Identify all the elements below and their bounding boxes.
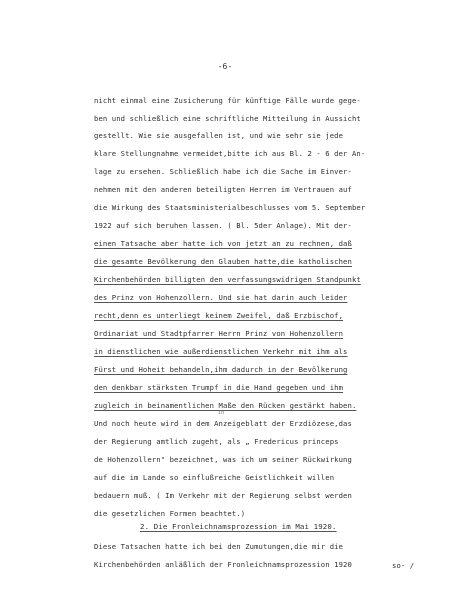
text-line-10: die gesamte Bevölkerung den Glauben hatte,die katholischen [94, 257, 352, 266]
text-line-11: Kirchenbehörden billigten den verfassungswidrigen Standpunkt [94, 275, 361, 284]
text-line-17: den denkbar stärksten Trumpf in die Hand gegeben und ihm [94, 383, 344, 392]
text-line-13: recht,denn es unterliegt keinem Zweifel, daß Erzbischof, [94, 311, 344, 320]
text-line-4: klare Stellungnahme vermeidet,bitte ich aus Bl. 2 - 6 der An- [94, 149, 366, 158]
text-line-1: nicht einmal eine Zusicherung für künftige Fälle wurde gege- [94, 96, 361, 105]
text-line-20: der Regierung amtlich zugeht, als „ Fredericus princeps [94, 437, 339, 446]
text-line-5: lage zu ersehen. Schließlich habe ich die Sache im Einver- [94, 167, 352, 176]
text-line-25: Diese Tatsachen hatte ich bei den Zumutungen,die mir die [94, 542, 344, 551]
text-line-14: Ordinariat und Stadtpfarrer Herrn Prinz von Hohenzollern [94, 329, 344, 338]
text-line-26: Kirchenbehörden anläßlich der Fronleichnamsprozession 1920 [94, 560, 352, 569]
text-line-8: 1922 auf sich beruhen lassen. ( Bl. 5der Anlage). Mit der- [94, 221, 352, 230]
text-line-9: einen Tatsache aber hatte ich von jetzt an zu rechnen, daß [94, 239, 352, 248]
text-line-15: in dienstlichen wie außerdienstlichen Verkehr mit ihm als [94, 347, 348, 356]
text-line-22: auf die im Lande so einflußreiche Geistlichkeit willen [94, 473, 335, 482]
text-line-2: ben und schließlich eine schriftliche Mitteilung in Aussicht [94, 114, 361, 123]
text-line-18: zugleich in beinamentlichen Maße den Rücken gestärkt haben. [94, 401, 357, 410]
text-line-24: die gesetzlichen Formen beachtet.) [94, 509, 246, 518]
text-line-12: des Prinz von Hohenzollern. Und sie hat darin auch leider [94, 293, 348, 302]
section-heading: 2. Die Fronleichnamsprozession im Mai 1920. [140, 522, 337, 531]
text-line-3: gestellt. Wie sie ausgefallen ist, und wie sehr sie jede [94, 131, 344, 140]
continuation-catchword: so- / [392, 561, 415, 570]
text-line-23: bedauern muß. ( Im Verkehr mit der Regierung selbst werden [94, 491, 352, 500]
text-line-21: de Hohenzollern" bezeichnet, was ich um seiner Rückwirkung [94, 455, 352, 464]
text-line-16: Fürst und Hoheit behandeln,ihm dadurch in der Bevölkerung [94, 365, 348, 374]
page-number: -6- [217, 62, 233, 71]
text-line-19: Und noch heute wird in dem Anzeigeblatt der Erzdiözese,das [94, 419, 352, 428]
handwritten-margin-mark: ih [218, 410, 225, 416]
text-line-6: nehmen mit den anderen beteiligten Herren im Vertrauen auf [94, 185, 352, 194]
text-line-7: die Wirkung des Staatsministerialbeschlusses vom 5. September [94, 203, 366, 212]
